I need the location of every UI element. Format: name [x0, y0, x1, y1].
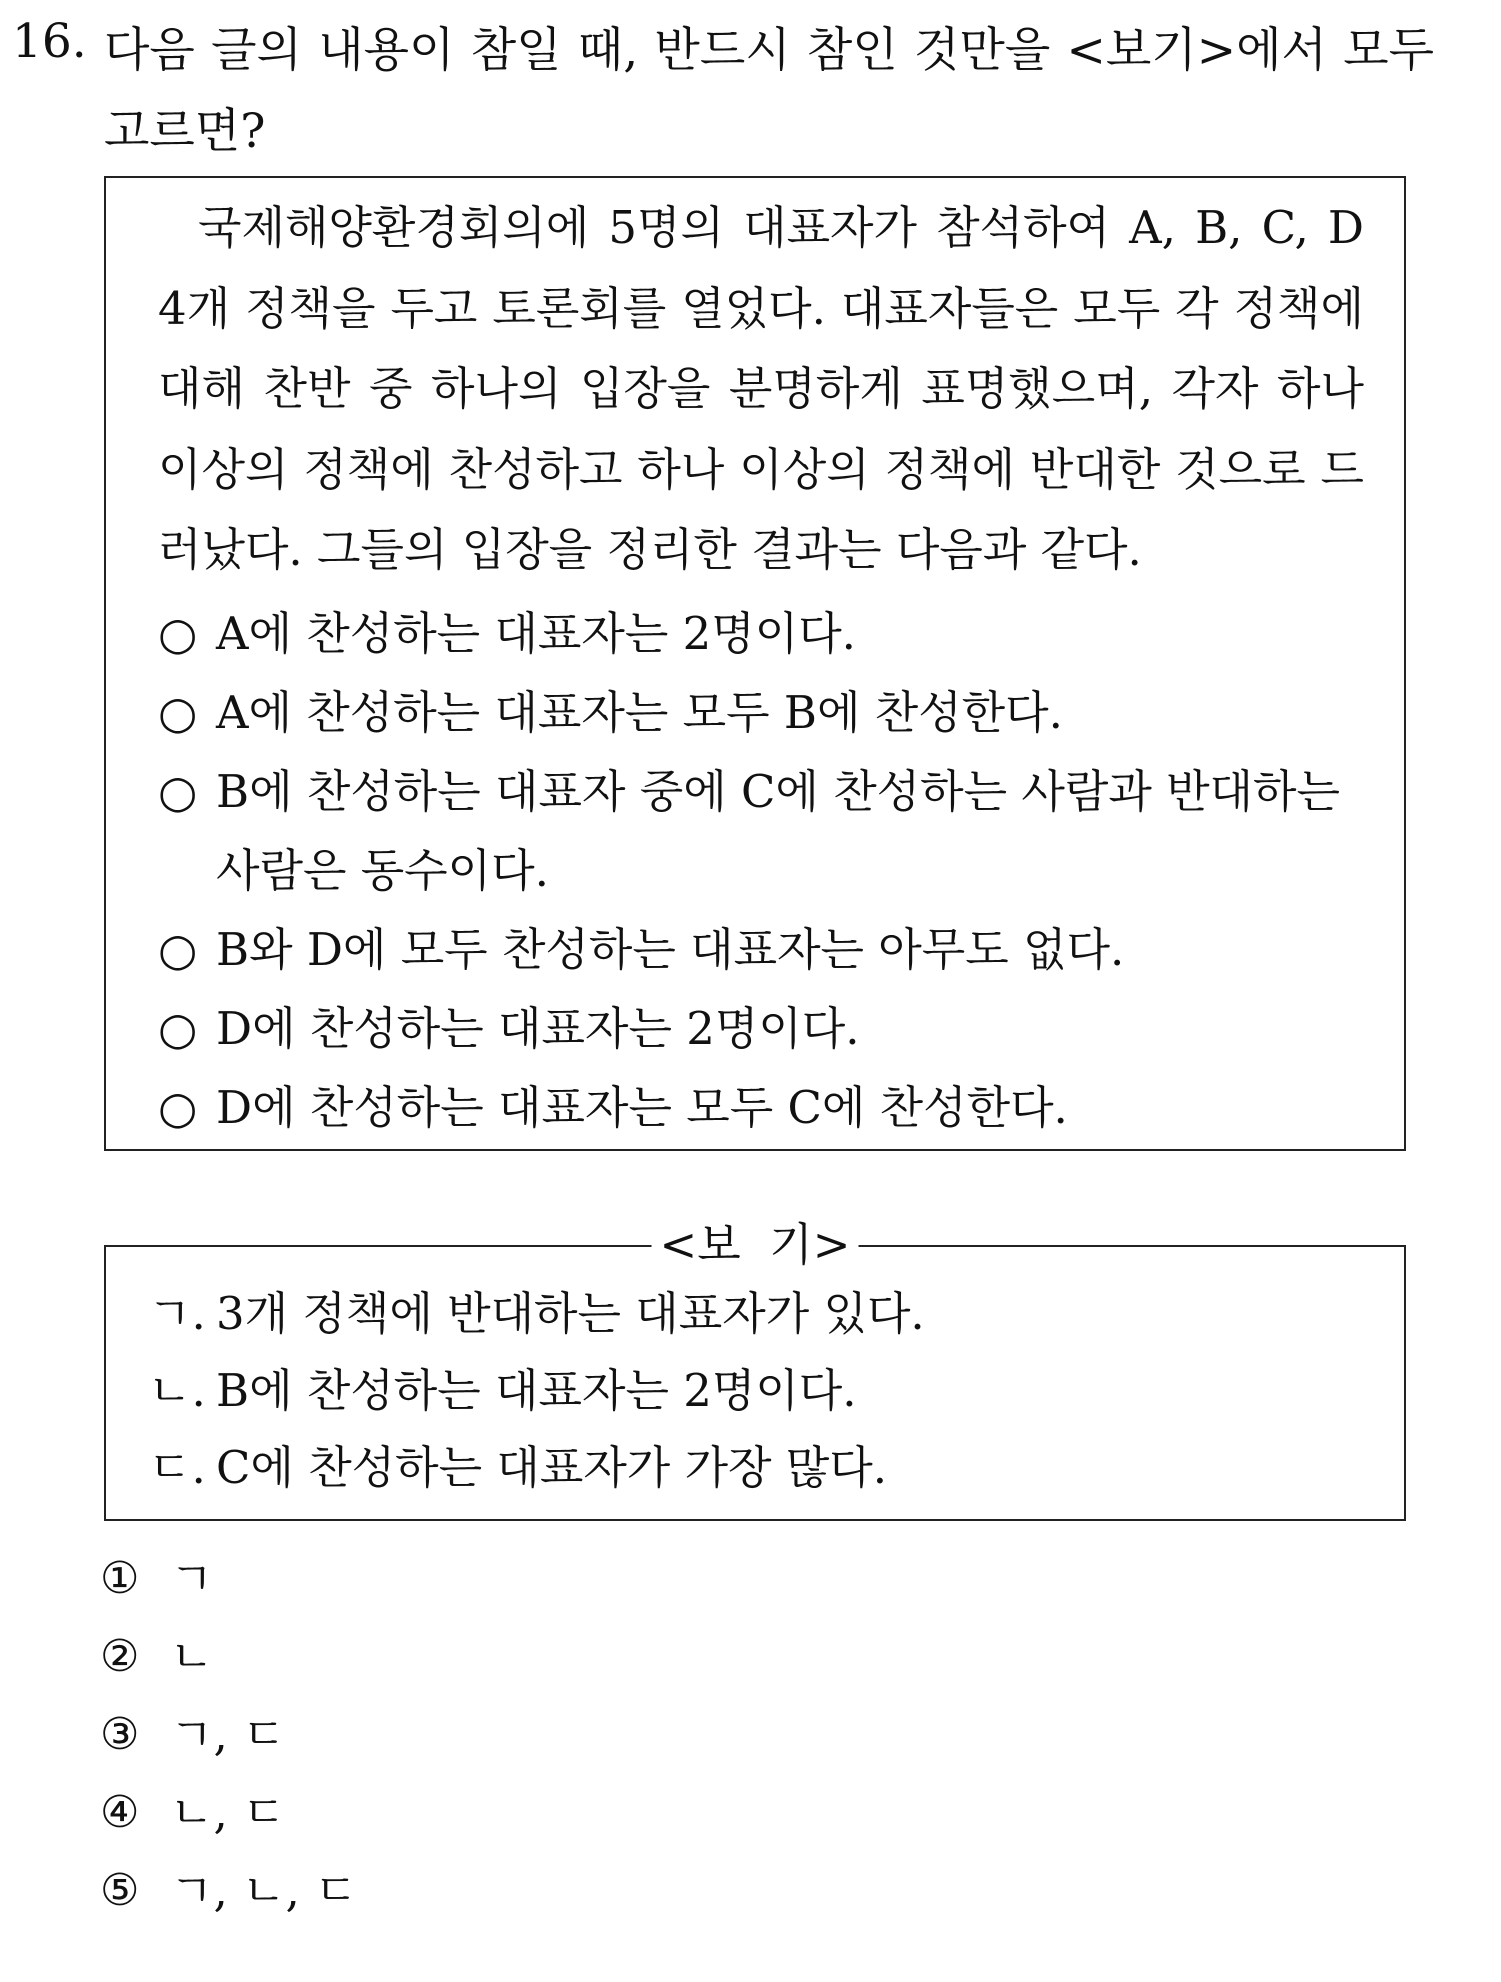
circle-bullet-icon: ○: [158, 607, 198, 660]
bogi-item-text: 3개 정책에 반대하는 대표자가 있다.: [216, 1287, 925, 1340]
answer-choice-4[interactable]: [100, 1774, 358, 1852]
bogi-title: <보 기>: [652, 1215, 859, 1275]
passage-box: [104, 176, 1406, 1151]
condition-text: A에 찬성하는 대표자는 모두 B에 찬성한다.: [216, 686, 1063, 739]
condition-text: B와 D에 모두 찬성하는 대표자는 아무도 없다.: [216, 923, 1125, 976]
circle-bullet-icon: ○: [158, 765, 198, 818]
bogi-item: [148, 1352, 1358, 1429]
circle-bullet-icon: ○: [158, 1081, 198, 1134]
answer-choice-2[interactable]: [100, 1618, 358, 1696]
circle-bullet-icon: ○: [158, 686, 198, 739]
choice-number: ②: [100, 1631, 140, 1682]
circle-bullet-icon: ○: [158, 1002, 198, 1055]
choice-text: ㄴ: [170, 1630, 214, 1683]
bogi-list: [148, 1275, 1358, 1506]
choice-number: ①: [100, 1553, 140, 1604]
bogi-item-mark: ㄷ.: [148, 1441, 206, 1494]
answer-choice-5[interactable]: [100, 1852, 358, 1930]
bogi-item-text: C에 찬성하는 대표자가 가장 많다.: [216, 1441, 888, 1494]
condition-list: [158, 594, 1364, 1147]
question-stem: 다음 글의 내용이 참일 때, 반드시 참인 것만을 <보기>에서 모두 고르면?: [104, 23, 1434, 159]
bogi-item: [148, 1429, 1358, 1506]
bogi-item-text: B에 찬성하는 대표자는 2명이다.: [216, 1364, 857, 1417]
answer-choice-3[interactable]: [100, 1696, 358, 1774]
choice-number: ③: [100, 1709, 140, 1760]
condition-item: [158, 989, 1364, 1068]
condition-text: D에 찬성하는 대표자는 모두 C에 찬성한다.: [216, 1081, 1068, 1134]
choice-number: ⑤: [100, 1865, 140, 1916]
condition-item: [158, 752, 1364, 910]
bogi-item: [148, 1275, 1358, 1352]
choice-text: ㄱ, ㄷ: [170, 1708, 286, 1761]
bogi-item-mark: ㄱ.: [148, 1287, 206, 1340]
condition-text: B에 찬성하는 대표자 중에 C에 찬성하는 사람과 반대하는 사람은 동수이다.: [216, 765, 1340, 897]
condition-text: A에 찬성하는 대표자는 2명이다.: [216, 607, 856, 660]
choice-text: ㄱ: [170, 1552, 214, 1605]
condition-item: [158, 1068, 1364, 1147]
passage-paragraph: 국제해양환경회의에 5명의 대표자가 참석하여 A, B, C, D 4개 정책을 두고 토론회를 열었다. 대표자들은 모두 각 정책에 대해 찬반 중 하나의 입장을 분명하게 표명했으며, 각자 하나 이상의 정책에 찬성하고 하나 이상의 정책에 반대한 것으로 드러났다. 그들의 입장을 정리한 결과는 다음과 같다.: [158, 201, 1364, 576]
circle-bullet-icon: ○: [158, 923, 198, 976]
condition-item: [158, 673, 1364, 752]
choice-text: ㄴ, ㄷ: [170, 1786, 286, 1839]
choice-number: ④: [100, 1787, 140, 1838]
condition-item: [158, 910, 1364, 989]
question-number: 16.: [12, 14, 87, 69]
condition-text: D에 찬성하는 대표자는 2명이다.: [216, 1002, 860, 1055]
answer-choices: [100, 1540, 358, 1930]
bogi-item-mark: ㄴ.: [148, 1364, 206, 1417]
bogi-box: [104, 1218, 1406, 1521]
condition-item: [158, 594, 1364, 673]
choice-text: ㄱ, ㄴ, ㄷ: [170, 1864, 358, 1917]
answer-choice-1[interactable]: [100, 1540, 358, 1618]
